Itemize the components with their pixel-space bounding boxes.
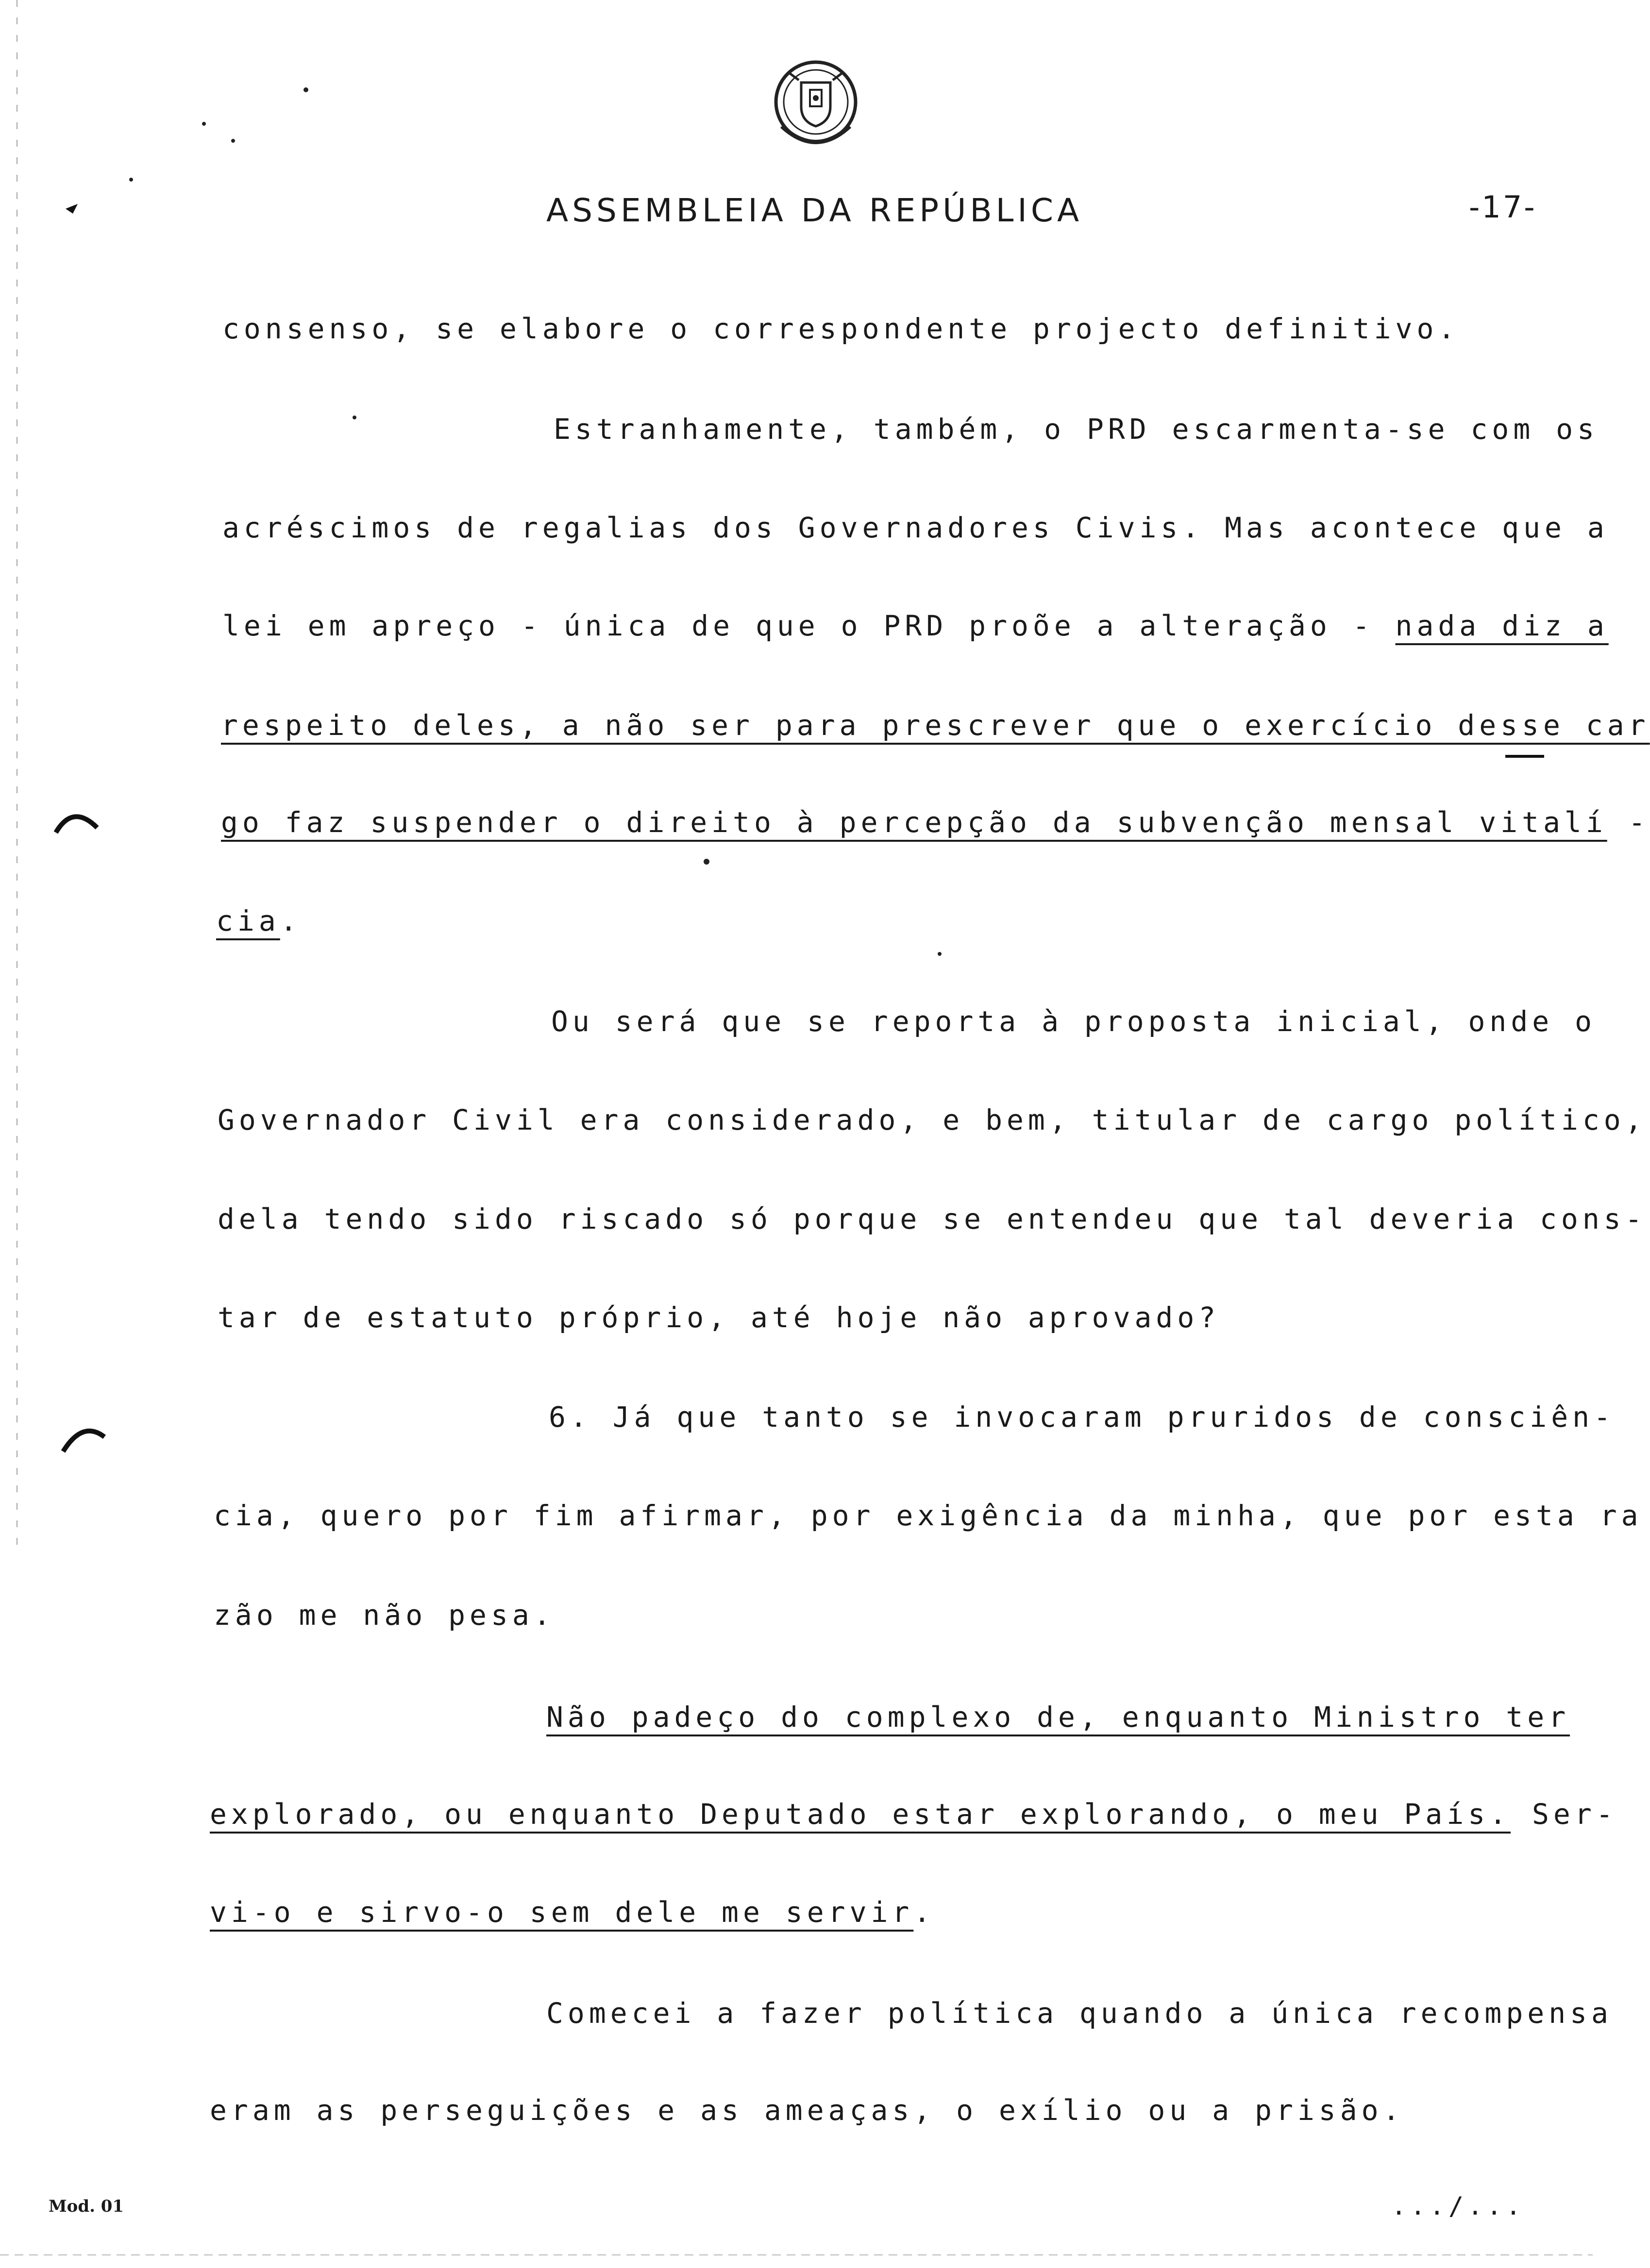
- underlined-text: vi-o e sirvo-o sem dele me servir: [210, 1896, 914, 1929]
- underlined-text: cia: [216, 904, 280, 937]
- text-line-14: zão me não pesa.: [214, 1599, 555, 1632]
- text-line-03: acréscimos de regalias dos Governadores Civis. Mas acontece que a: [222, 511, 1609, 544]
- text-segment: .: [280, 904, 302, 937]
- text-segment: -: [1607, 806, 1650, 839]
- text-line-08: Ou será que se reporta à proposta inicial, onde o: [551, 1005, 1597, 1038]
- margin-mark-lower: [63, 1431, 104, 1451]
- text-line-13: cia, quero por fim afirmar, por exigência da minha, que por esta ra: [214, 1499, 1643, 1532]
- text-line-10: dela tendo sido riscado só porque se entendeu que tal deveria cons-: [218, 1202, 1647, 1235]
- text-line-11: tar de estatuto próprio, até hoje não aprovado?: [218, 1301, 1220, 1334]
- page-number: -17-: [1469, 189, 1537, 225]
- header-institution: ASSEMBLEIA DA REPÚBLICA: [546, 192, 1083, 229]
- underlined-text: go faz suspender o direito à percepção da subvenção mensal vitalí: [221, 806, 1607, 839]
- text-line-12: 6. Já que tanto se invocaram pruridos de consciên-: [549, 1401, 1615, 1434]
- text-segment: lei em apreço - única de que o PRD proõe a alteração -: [222, 609, 1396, 642]
- text-line-15-underlined: Não padeço do complexo de, enquanto Ministro ter: [546, 1701, 1570, 1734]
- underlined-text: explorado, ou enquanto Deputado estar explorando, o meu País.: [210, 1798, 1511, 1831]
- continuation-mark: .../...: [1391, 2192, 1525, 2221]
- text-line-02: Estranhamente, também, o PRD escarmenta-se com os: [554, 413, 1599, 446]
- text-line-19: eram as perseguições e as ameaças, o exílio ou a prisão.: [210, 2094, 1404, 2127]
- text-segment: Ser-: [1511, 1798, 1617, 1831]
- form-code: Mod. 01: [49, 2197, 124, 2216]
- text-line-01: consenso, se elabore o correspondente projecto definitivo.: [222, 312, 1460, 345]
- margin-mark-upper: [56, 817, 97, 833]
- text-line-09: Governador Civil era considerado, e bem, titular de cargo político,: [218, 1103, 1647, 1136]
- text-segment: .: [913, 1896, 935, 1929]
- text-line-18: Comecei a fazer política quando a única recompensa: [546, 1997, 1613, 2030]
- underlined-text: nada diz a: [1395, 609, 1609, 642]
- margin-dot: [66, 204, 78, 214]
- text-line-05-underlined: respeito deles, a não ser para prescrever que o exercício desse car: [221, 709, 1650, 742]
